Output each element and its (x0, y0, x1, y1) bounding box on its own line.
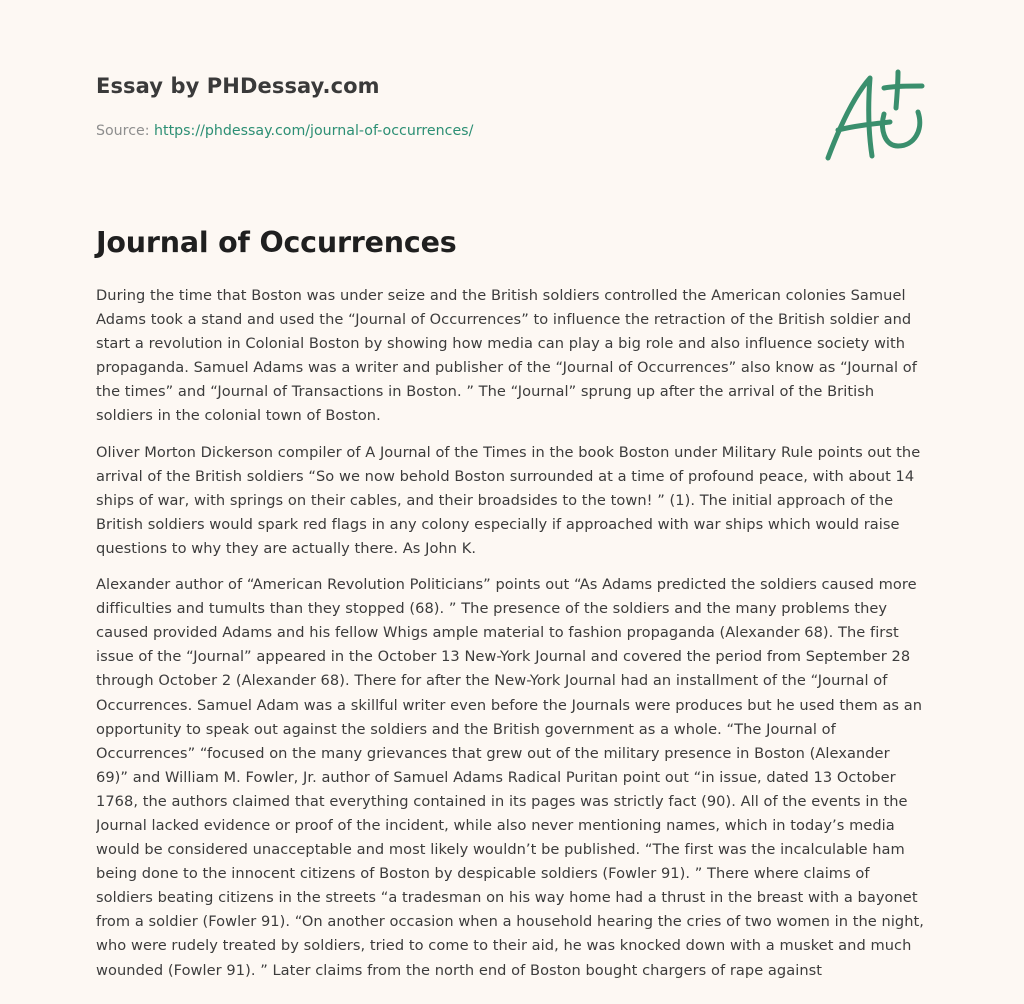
article-paragraph-1: During the time that Boston was under seize and the British soldiers controlled the American colonies Samuel Adams took a stand and used the “Journal of Occurrences” to influence the retraction of the British soldier and start a revolution in Colonial Boston by showing how media can play a big role and also influence society with propaganda. Samuel Adams was a writer and publisher of the “Journal of Occurrences” also know as “Journal of the times” and “Journal of Transactions in Boston. ” The “Journal” sprung up after the arrival of the British soldiers in the colonial town of Boston. (96, 287, 917, 425)
article-paragraph-2: Oliver Morton Dickerson compiler of A Journal of the Times in the book Boston under Military Rule points out the arrival of the British soldiers “So we now behold Boston surrounded at a time of profound peace, with about 14 ships of war, with springs on their cables, and their broadsides to the town! ” (1). The initial approach of the British soldiers would spark red flags in any colony especially if approached with war ships which would raise questions to why they are actually there. As John K. (96, 443, 921, 557)
article-paragraph-3: Alexander author of “American Revolution Politicians” points out “As Adams predicted the soldiers caused more difficulties and tumults than they stopped (68). ” The presence of the soldiers and the many problems they caused provided Adams and his fellow Whigs ample material to fashion propaganda (Alexander 68). The first issue of the “Journal” appeared in the October 13 New-York Journal and covered the period from September 28 through October 2 (Alexander 68). There for after the New-York Journal had an installment of the “Journal of Occurrences. Samuel Adam was a skillful writer even before the Journals were produces but he used them as an opportunity to speak out against the soldiers and the British government as a whole. “The Journal of Occurrences” “focused on the many grievances that grew out of the military presence in Boston (Alexander 69)” and William M. Fowler, Jr. author of Samuel Adams Radical Puritan point out “in issue, dated 13 October 1768, the authors claimed that everything contained in its pages was strictly fact (90). All of the events in the Journal lacked evidence or proof of the incident, while also never mentioning names, which in today’s media would be considered unacceptable and most likely wouldn’t be published. “The first was the incalculable ham being done to the innocent citizens of Boston by despicable soldiers (Fowler 91). ” There where claims of soldiers beating citizens in the streets “a tradesman on his way home had a thrust in the breast with a bayonet from a soldier (Fowler 91). “On another occasion when a household hearing the cries of two women in the night, who were rudely treated by soldiers, tried to come to their aid, he was knocked down with a musket and much wounded (Fowler 91). ” Later claims from the north end of Boston bought chargers of rape against (96, 576, 924, 979)
source-label: Source: (96, 123, 155, 139)
article-body (96, 284, 926, 996)
header (96, 74, 796, 139)
a-plus-logo-icon (818, 64, 930, 168)
source-link[interactable]: https://phdessay.com/journal-of-occurrences/ (154, 123, 474, 139)
article-title: Journal of Occurrences (96, 226, 457, 259)
site-brand: Essay by PHDessay.com (96, 74, 380, 98)
source-line (96, 123, 796, 139)
